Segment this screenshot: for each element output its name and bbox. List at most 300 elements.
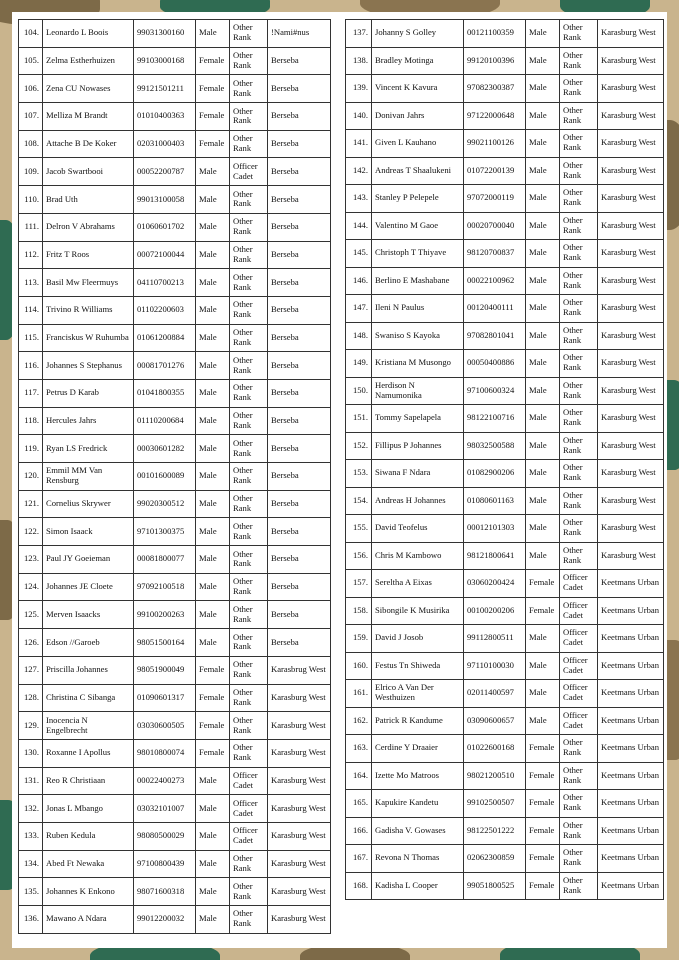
table-row: [19, 75, 331, 103]
member-name-cell: Fritz T Roos: [43, 241, 134, 269]
row-number-cell: 152.: [346, 432, 372, 460]
rank-cell: Other Rank: [230, 241, 268, 269]
id-number-cell: 00022400273: [134, 767, 196, 795]
constituency-cell: Berseba: [268, 629, 331, 657]
gender-cell: Male: [526, 377, 560, 405]
constituency-cell: Berseba: [268, 435, 331, 463]
member-name-cell: Andreas T Shaalukeni: [372, 157, 464, 185]
row-number-cell: 125.: [19, 601, 43, 629]
member-name-cell: Merven Isaacks: [43, 601, 134, 629]
constituency-cell: Karasburg West: [598, 130, 664, 158]
table-row: [346, 322, 664, 350]
row-number-cell: 104.: [19, 20, 43, 48]
member-name-cell: Delron V Abrahams: [43, 213, 134, 241]
table-row: [19, 656, 331, 684]
table-row: [19, 352, 331, 380]
row-number-cell: 154.: [346, 487, 372, 515]
constituency-cell: Berseba: [268, 186, 331, 214]
table-row: [346, 130, 664, 158]
rank-cell: Other Rank: [230, 20, 268, 48]
member-name-cell: Kadisha L Cooper: [372, 872, 464, 900]
rank-cell: Other Rank: [560, 295, 598, 323]
table-row: [346, 20, 664, 48]
rank-cell: Other Rank: [560, 487, 598, 515]
id-number-cell: 98010800074: [134, 739, 196, 767]
table-row: [19, 241, 331, 269]
gender-cell: Male: [526, 405, 560, 433]
rank-cell: Other Rank: [560, 762, 598, 790]
constituency-cell: Karasburg West: [598, 267, 664, 295]
constituency-cell: Karasburg West: [598, 20, 664, 48]
id-number-cell: 01110200684: [134, 407, 196, 435]
member-name-cell: Gadisha V. Gowases: [372, 817, 464, 845]
constituency-cell: Karasburg West: [268, 739, 331, 767]
constituency-cell: Keetmans Urban: [598, 707, 664, 735]
gender-cell: Male: [526, 680, 560, 708]
row-number-cell: 118.: [19, 407, 43, 435]
row-number-cell: 109.: [19, 158, 43, 186]
gender-cell: Male: [196, 463, 230, 491]
table-row: [346, 432, 664, 460]
table-row: [19, 103, 331, 131]
member-name-cell: Emmil MM Van Rensburg: [43, 463, 134, 491]
constituency-cell: Karasburg West: [598, 487, 664, 515]
rank-cell: Other Rank: [230, 47, 268, 75]
gender-cell: Female: [526, 570, 560, 598]
rank-cell: Other Rank: [560, 872, 598, 900]
member-name-cell: Jonas L Mbango: [43, 795, 134, 823]
member-name-cell: Reo R Christiaan: [43, 767, 134, 795]
id-number-cell: 00101600089: [134, 463, 196, 491]
table-row: [346, 625, 664, 653]
rank-cell: Officer Cadet: [560, 707, 598, 735]
id-number-cell: 00072100044: [134, 241, 196, 269]
table-row: [346, 377, 664, 405]
gender-cell: Male: [196, 490, 230, 518]
gender-cell: Male: [526, 240, 560, 268]
constituency-cell: Karasburg West: [598, 295, 664, 323]
member-name-cell: Andreas H Johannes: [372, 487, 464, 515]
member-name-cell: Bradley Motinga: [372, 47, 464, 75]
row-number-cell: 139.: [346, 75, 372, 103]
constituency-cell: Keetmans Urban: [598, 790, 664, 818]
table-row: [346, 597, 664, 625]
rank-cell: Other Rank: [560, 322, 598, 350]
table-row: [346, 47, 664, 75]
id-number-cell: 02062300859: [464, 845, 526, 873]
constituency-cell: Berseba: [268, 103, 331, 131]
constituency-cell: Berseba: [268, 546, 331, 574]
rank-cell: Officer Cadet: [230, 822, 268, 850]
rank-cell: Other Rank: [230, 490, 268, 518]
constituency-cell: Berseba: [268, 241, 331, 269]
constituency-cell: Berseba: [268, 75, 331, 103]
constituency-cell: Keetmans Urban: [598, 735, 664, 763]
member-name-cell: Tommy Sapelapela: [372, 405, 464, 433]
member-name-cell: Elrico A Van Der Westhuizen: [372, 680, 464, 708]
member-name-cell: Revona N Thomas: [372, 845, 464, 873]
row-number-cell: 106.: [19, 75, 43, 103]
gender-cell: Male: [196, 296, 230, 324]
id-number-cell: 98071600318: [134, 878, 196, 906]
rank-cell: Other Rank: [560, 515, 598, 543]
table-row: [346, 817, 664, 845]
table-row: [346, 652, 664, 680]
gender-cell: Male: [196, 518, 230, 546]
constituency-cell: Karasburg West: [268, 822, 331, 850]
member-name-cell: Priscilla Johannes: [43, 656, 134, 684]
constituency-cell: !Nami#nus: [268, 20, 331, 48]
row-number-cell: 132.: [19, 795, 43, 823]
rank-cell: Other Rank: [560, 817, 598, 845]
member-name-cell: Kapukire Kandetu: [372, 790, 464, 818]
id-number-cell: 98021200510: [464, 762, 526, 790]
table-row: [346, 212, 664, 240]
rank-cell: Other Rank: [560, 157, 598, 185]
rank-cell: Other Rank: [230, 352, 268, 380]
rank-cell: Other Rank: [560, 185, 598, 213]
id-number-cell: 99012200032: [134, 906, 196, 934]
row-number-cell: 129.: [19, 712, 43, 740]
rank-cell: Other Rank: [230, 546, 268, 574]
rank-cell: Other Rank: [230, 435, 268, 463]
rank-cell: Officer Cadet: [560, 652, 598, 680]
row-number-cell: 148.: [346, 322, 372, 350]
member-name-cell: Fillipus P Johannes: [372, 432, 464, 460]
row-number-cell: 108.: [19, 130, 43, 158]
gender-cell: Female: [196, 712, 230, 740]
row-number-cell: 144.: [346, 212, 372, 240]
row-number-cell: 160.: [346, 652, 372, 680]
id-number-cell: 01090601317: [134, 684, 196, 712]
row-number-cell: 107.: [19, 103, 43, 131]
table-row: [19, 47, 331, 75]
id-number-cell: 98051900049: [134, 656, 196, 684]
table-row: [19, 906, 331, 934]
row-number-cell: 110.: [19, 186, 43, 214]
rank-cell: Other Rank: [230, 656, 268, 684]
table-row: [346, 845, 664, 873]
table-row: [346, 295, 664, 323]
constituency-cell: Keetmans Urban: [598, 680, 664, 708]
constituency-cell: Karasburg West: [598, 212, 664, 240]
constituency-cell: Karasburg West: [598, 75, 664, 103]
rank-cell: Other Rank: [230, 463, 268, 491]
rank-cell: Other Rank: [560, 267, 598, 295]
constituency-cell: Berseba: [268, 130, 331, 158]
id-number-cell: 99120100396: [464, 47, 526, 75]
row-number-cell: 119.: [19, 435, 43, 463]
gender-cell: Male: [526, 20, 560, 48]
gender-cell: Male: [526, 102, 560, 130]
gender-cell: Female: [196, 75, 230, 103]
id-number-cell: 01041800355: [134, 379, 196, 407]
rank-cell: Other Rank: [230, 103, 268, 131]
constituency-cell: Berseba: [268, 573, 331, 601]
gender-cell: Male: [196, 213, 230, 241]
table-row: [19, 601, 331, 629]
table-row: [19, 20, 331, 48]
rank-cell: Other Rank: [230, 186, 268, 214]
table-row: [346, 680, 664, 708]
member-name-cell: Christoph T Thiyave: [372, 240, 464, 268]
roster-table-left: [18, 19, 331, 934]
table-row: [19, 435, 331, 463]
table-row: [19, 795, 331, 823]
gender-cell: Male: [526, 515, 560, 543]
rank-cell: Other Rank: [230, 906, 268, 934]
member-name-cell: Donivan Jahrs: [372, 102, 464, 130]
rank-cell: Other Rank: [560, 377, 598, 405]
member-name-cell: Basil Mw Fleermuys: [43, 269, 134, 297]
gender-cell: Male: [526, 542, 560, 570]
member-name-cell: Ileni N Paulus: [372, 295, 464, 323]
row-number-cell: 168.: [346, 872, 372, 900]
rank-cell: Other Rank: [230, 296, 268, 324]
id-number-cell: 00100200206: [464, 597, 526, 625]
table-row: [19, 878, 331, 906]
id-number-cell: 02031000403: [134, 130, 196, 158]
table-row: [19, 712, 331, 740]
id-number-cell: 99051800525: [464, 872, 526, 900]
row-number-cell: 111.: [19, 213, 43, 241]
table-row: [346, 762, 664, 790]
id-number-cell: 03030600505: [134, 712, 196, 740]
row-number-cell: 131.: [19, 767, 43, 795]
table-row: [346, 460, 664, 488]
table-row: [19, 546, 331, 574]
member-name-cell: Leonardo L Boois: [43, 20, 134, 48]
table-row: [19, 158, 331, 186]
member-name-cell: Roxanne I Apollus: [43, 739, 134, 767]
constituency-cell: Karasburg West: [598, 240, 664, 268]
constituency-cell: Karasburg West: [598, 405, 664, 433]
constituency-cell: Berseba: [268, 158, 331, 186]
constituency-cell: Karasburg West: [268, 795, 331, 823]
constituency-cell: Karasburg West: [598, 542, 664, 570]
row-number-cell: 147.: [346, 295, 372, 323]
table-row: [346, 570, 664, 598]
rank-cell: Officer Cadet: [230, 158, 268, 186]
row-number-cell: 151.: [346, 405, 372, 433]
row-number-cell: 153.: [346, 460, 372, 488]
table-row: [19, 296, 331, 324]
gender-cell: Male: [196, 20, 230, 48]
table-row: [19, 463, 331, 491]
constituency-cell: Karasburg West: [598, 157, 664, 185]
id-number-cell: 98032500588: [464, 432, 526, 460]
row-number-cell: 150.: [346, 377, 372, 405]
table-row: [19, 767, 331, 795]
constituency-cell: Berseba: [268, 463, 331, 491]
id-number-cell: 00081701276: [134, 352, 196, 380]
table-row: [346, 240, 664, 268]
row-number-cell: 142.: [346, 157, 372, 185]
table-row: [19, 573, 331, 601]
gender-cell: Female: [526, 790, 560, 818]
rank-cell: Officer Cadet: [560, 570, 598, 598]
constituency-cell: Berseba: [268, 352, 331, 380]
constituency-cell: Keetmans Urban: [598, 762, 664, 790]
id-number-cell: 98122501222: [464, 817, 526, 845]
member-name-cell: Chris M Kambowo: [372, 542, 464, 570]
member-name-cell: Sereltha A Eixas: [372, 570, 464, 598]
id-number-cell: 99020300512: [134, 490, 196, 518]
id-number-cell: 00050400886: [464, 350, 526, 378]
id-number-cell: 00012101303: [464, 515, 526, 543]
rank-cell: Other Rank: [560, 432, 598, 460]
id-number-cell: 97101300375: [134, 518, 196, 546]
row-number-cell: 165.: [346, 790, 372, 818]
constituency-cell: Karasburg West: [598, 460, 664, 488]
gender-cell: Male: [526, 185, 560, 213]
constituency-cell: Karasburg West: [598, 185, 664, 213]
gender-cell: Female: [526, 872, 560, 900]
gender-cell: Female: [526, 735, 560, 763]
member-name-cell: Johanny S Golley: [372, 20, 464, 48]
table-row: [19, 629, 331, 657]
rank-cell: Other Rank: [230, 712, 268, 740]
constituency-cell: Karasburg West: [598, 102, 664, 130]
row-number-cell: 158.: [346, 597, 372, 625]
rank-cell: Officer Cadet: [560, 597, 598, 625]
member-name-cell: Edson //Garoeb: [43, 629, 134, 657]
gender-cell: Male: [196, 407, 230, 435]
row-number-cell: 126.: [19, 629, 43, 657]
id-number-cell: 98051500164: [134, 629, 196, 657]
table-row: [19, 379, 331, 407]
gender-cell: Male: [196, 269, 230, 297]
rank-cell: Other Rank: [560, 75, 598, 103]
constituency-cell: Berseba: [268, 518, 331, 546]
member-name-cell: David J Josob: [372, 625, 464, 653]
member-name-cell: Stanley P Pelepele: [372, 185, 464, 213]
id-number-cell: 99100200263: [134, 601, 196, 629]
table-row: [19, 490, 331, 518]
member-name-cell: Herdison N Namumonika: [372, 377, 464, 405]
gender-cell: Male: [196, 186, 230, 214]
member-name-cell: Berlino E Mashabane: [372, 267, 464, 295]
id-number-cell: 01060601702: [134, 213, 196, 241]
row-number-cell: 146.: [346, 267, 372, 295]
member-name-cell: Hercules Jahrs: [43, 407, 134, 435]
table-row: [346, 515, 664, 543]
row-number-cell: 145.: [346, 240, 372, 268]
constituency-cell: Karasburg West: [268, 712, 331, 740]
gender-cell: Male: [196, 822, 230, 850]
member-name-cell: Patrick R Kandume: [372, 707, 464, 735]
rank-cell: Other Rank: [230, 878, 268, 906]
gender-cell: Male: [196, 324, 230, 352]
id-number-cell: 00022100962: [464, 267, 526, 295]
constituency-cell: Berseba: [268, 379, 331, 407]
rank-cell: Officer Cadet: [230, 767, 268, 795]
id-number-cell: 04110700213: [134, 269, 196, 297]
member-name-cell: Abed Ft Newaka: [43, 850, 134, 878]
rank-cell: Other Rank: [560, 350, 598, 378]
row-number-cell: 127.: [19, 656, 43, 684]
member-name-cell: Mawano A Ndara: [43, 906, 134, 934]
gender-cell: Female: [196, 656, 230, 684]
member-name-cell: Ryan LS Fredrick: [43, 435, 134, 463]
row-number-cell: 117.: [19, 379, 43, 407]
id-number-cell: 01022600168: [464, 735, 526, 763]
gender-cell: Male: [196, 906, 230, 934]
constituency-cell: Karasburg West: [268, 767, 331, 795]
rank-cell: Other Rank: [560, 130, 598, 158]
rank-cell: Other Rank: [230, 601, 268, 629]
id-number-cell: 00052200787: [134, 158, 196, 186]
member-name-cell: Zelma Estherhuizen: [43, 47, 134, 75]
table-row: [346, 267, 664, 295]
constituency-cell: Keetmans Urban: [598, 652, 664, 680]
rank-cell: Other Rank: [230, 739, 268, 767]
gender-cell: Male: [526, 652, 560, 680]
row-number-cell: 128.: [19, 684, 43, 712]
rank-cell: Officer Cadet: [560, 680, 598, 708]
constituency-cell: Karasburg West: [598, 350, 664, 378]
row-number-cell: 123.: [19, 546, 43, 574]
constituency-cell: Keetmans Urban: [598, 845, 664, 873]
rank-cell: Other Rank: [560, 542, 598, 570]
member-name-cell: Inocencia N Engelbrecht: [43, 712, 134, 740]
id-number-cell: 03060200424: [464, 570, 526, 598]
gender-cell: Male: [526, 47, 560, 75]
constituency-cell: Karasburg West: [598, 377, 664, 405]
rank-cell: Other Rank: [560, 240, 598, 268]
gender-cell: Male: [196, 795, 230, 823]
id-number-cell: 01082900206: [464, 460, 526, 488]
id-number-cell: 02011400597: [464, 680, 526, 708]
constituency-cell: Keetmans Urban: [598, 872, 664, 900]
gender-cell: Male: [526, 212, 560, 240]
gender-cell: Female: [526, 845, 560, 873]
gender-cell: Male: [526, 75, 560, 103]
row-number-cell: 134.: [19, 850, 43, 878]
member-name-cell: Johannes JE Cloete: [43, 573, 134, 601]
roster-page: [12, 12, 667, 948]
id-number-cell: 01080601163: [464, 487, 526, 515]
row-number-cell: 157.: [346, 570, 372, 598]
id-number-cell: 03090600657: [464, 707, 526, 735]
table-row: [346, 157, 664, 185]
gender-cell: Male: [526, 625, 560, 653]
gender-cell: Male: [196, 878, 230, 906]
constituency-cell: Berseba: [268, 213, 331, 241]
rank-cell: Other Rank: [560, 212, 598, 240]
gender-cell: Male: [526, 267, 560, 295]
constituency-cell: Karasburg West: [268, 850, 331, 878]
gender-cell: Male: [196, 379, 230, 407]
row-number-cell: 156.: [346, 542, 372, 570]
member-name-cell: Cerdine Y Draaier: [372, 735, 464, 763]
constituency-cell: Keetmans Urban: [598, 817, 664, 845]
gender-cell: Male: [196, 601, 230, 629]
id-number-cell: 03032101007: [134, 795, 196, 823]
gender-cell: Male: [526, 432, 560, 460]
rank-cell: Other Rank: [230, 213, 268, 241]
gender-cell: Male: [196, 850, 230, 878]
gender-cell: Male: [196, 352, 230, 380]
rank-cell: Other Rank: [560, 405, 598, 433]
id-number-cell: 99103000168: [134, 47, 196, 75]
gender-cell: Male: [526, 295, 560, 323]
constituency-cell: Keetmans Urban: [598, 570, 664, 598]
member-name-cell: Christina C Sibanga: [43, 684, 134, 712]
gender-cell: Male: [526, 157, 560, 185]
table-row: [346, 185, 664, 213]
member-name-cell: Melliza M Brandt: [43, 103, 134, 131]
